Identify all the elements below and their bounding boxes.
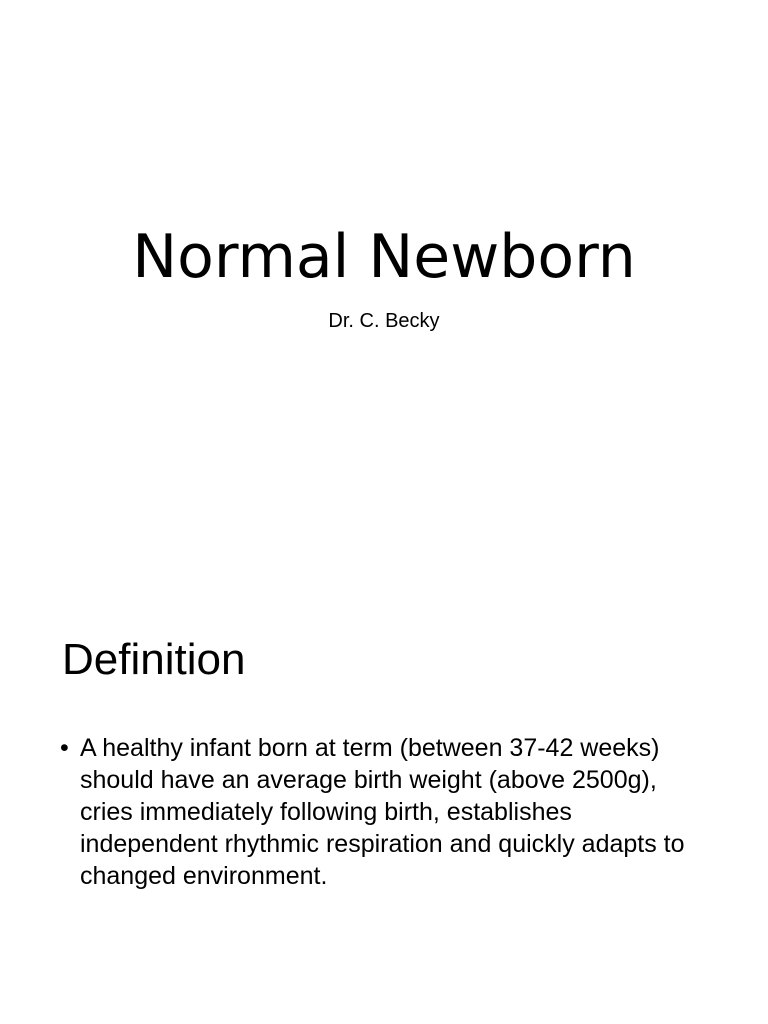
definition-slide (0, 512, 768, 1024)
slide-heading: Definition (62, 635, 246, 684)
bullet-icon: • (60, 734, 69, 762)
slide-subtitle: Dr. C. Becky (328, 310, 440, 332)
bullet-item (60, 732, 715, 892)
bullet-list (60, 732, 715, 892)
slide-title: Normal Newborn (132, 222, 636, 292)
bullet-text: A healthy infant born at term (between 37-42 weeks) should have an average birth weight (above 2500g), cries immediately following birth, establishes independent rhythmic respiration and quickly adapts to changed environment. (80, 734, 685, 890)
